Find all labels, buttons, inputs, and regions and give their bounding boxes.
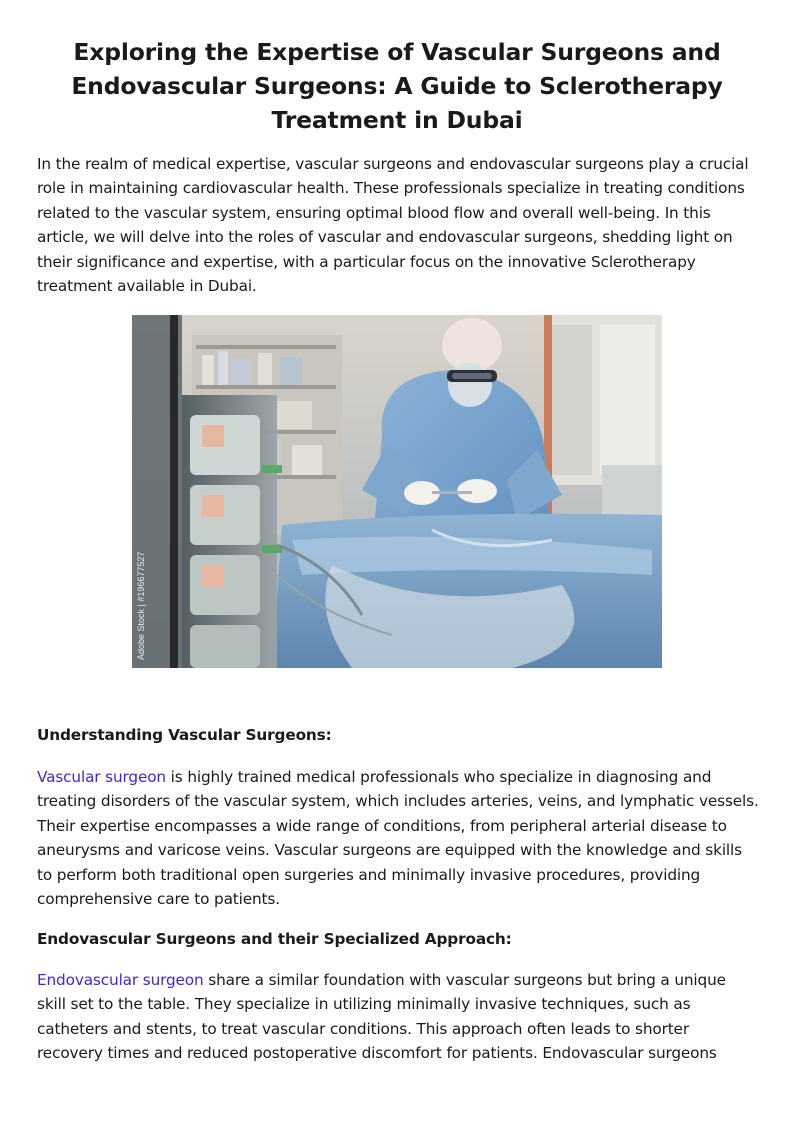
- intro-paragraph: In the realm of medical expertise, vascular surgeons and endovascular surgeons play a crucial role in maintaining cardiovascular health. These professionals specialize in treating conditions related to the vascular system, ensuring optimal blood flow and overall well-being. In this article, we will delve into the roles of vascular and endovascular surgeons, shedding light on their significance and expertise, with a particular focus on the innovative Sclerotherapy treatment available in Dubai.: [37, 155, 749, 296]
- endovascular-surgeon-link[interactable]: Endovascular surgeon: [37, 971, 204, 989]
- photo-watermark: Adobe Stock | #196677527: [136, 551, 146, 660]
- section-heading-endovascular: Endovascular Surgeons and their Specialized Approach:: [37, 930, 512, 948]
- surgeon-photo: [132, 315, 662, 668]
- vascular-surgeon-link[interactable]: Vascular surgeon: [37, 768, 166, 786]
- section-body-vascular: is highly trained medical professionals who specialize in diagnosing and treating disorders of the vascular system, which includes arteries, veins, and lymphatic vessels. Their expertise encompasses a wide range of conditions, from peripheral arterial disease to aneurysms and varicose veins. Vascular surgeons are equipped with the knowledge and skills to perform both traditional open surgeries and minimally invasive procedures, providing comprehensive care to patients.: [37, 768, 759, 909]
- section-paragraph-endovascular: [37, 968, 759, 1066]
- section-body-endovascular: share a similar foundation with vascular surgeons but bring a unique skill set to the table. They specialize in utilizing minimally invasive techniques, such as catheters and stents, to treat vascular conditions. This approach often leads to shorter recovery times and reduced postoperative discomfort for patients. Endovascular surgeons: [37, 971, 726, 1063]
- section-paragraph-vascular: [37, 765, 759, 911]
- article-title: Exploring the Expertise of Vascular Surgeons and Endovascular Surgeons: A Guide to Sclerotherapy Treatment in Dubai: [71, 38, 723, 134]
- section-heading-vascular: Understanding Vascular Surgeons:: [37, 726, 332, 744]
